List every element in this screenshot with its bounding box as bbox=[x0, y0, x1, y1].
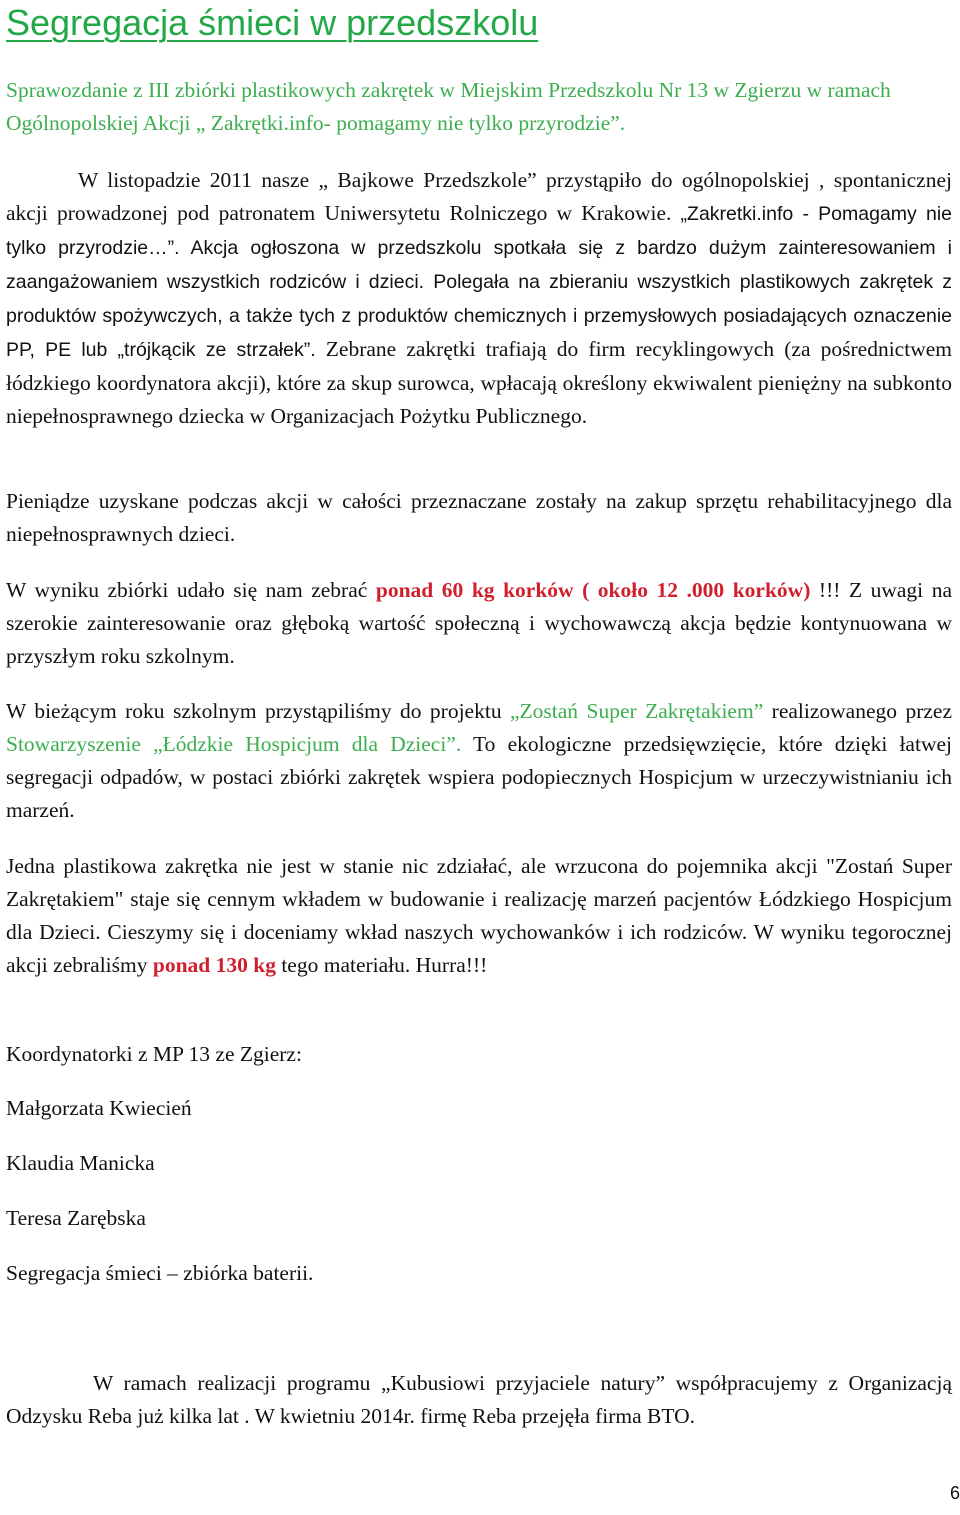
action-description: Polegała na zbieraniu wszystkich plastikowych zakrętek z produktów spożywczych, a także tych z produktów chemicznych i przemysłowych posiadających oznaczenie PP, PE lub „trójkącik ze strzałek”. bbox=[6, 271, 952, 361]
battery-heading: Segregacja śmieci – zbiórka baterii. bbox=[6, 1261, 314, 1285]
action-name: „Zakretki.info - Pomagamy nie tylko przyrodzie…” bbox=[6, 203, 953, 259]
intro-text: W listopadzie 2011 nasze „ Bajkowe Przedszkole” przystąpiło do ogólnopolskiej , spontanicznej akcji prowadzonej pod patronatem Uniwersytetu Rolniczego w Krakowie. bbox=[6, 168, 952, 225]
coordinators-heading: Koordynatorki z MP 13 ze Zgierz: bbox=[6, 1042, 302, 1066]
paragraph-money: Pieniądze uzyskane podczas akcji w całości przeznaczane zostały na zakup sprzętu rehabilitacyjnego dla niepełnosprawnych dzieci. bbox=[6, 489, 952, 546]
project-name: „Zostań Super Zakrętakiem” bbox=[510, 699, 764, 723]
impact-highlight: ponad 130 kg bbox=[152, 953, 276, 977]
paragraph-intro bbox=[6, 164, 952, 433]
action-announcement: . Akcja ogłoszona w przedszkolu spotkała się z bardzo dużym zainteresowaniem i zaangażowaniem wszystkich rodziców i dzieci. bbox=[6, 237, 952, 293]
page-title: Segregacja śmieci w przedszkolu bbox=[6, 2, 539, 43]
paragraph-reba: W ramach realizacji programu „Kubusiowi przyjaciele natury” współpracujemy z Organizacją Odzysku Reba już kilka lat . W kwietniu 2014r. firmę Reba przejęła firma BTO. bbox=[6, 1371, 952, 1428]
organization-name: Stowarzyszenie „Łódzkie Hospicjum dla Dzieci”. bbox=[6, 732, 462, 756]
paragraph-project: W bieżącym roku szkolnym przystąpiliśmy do projektu „Zostań Super Zakrętakiem” realizowanego przez Stowarzyszenie „Łódzkie Hospicjum dla Dzieci”. To ekologiczne przedsięwzięcie, które dzięki łatwej segregacji odpadów, w postaci zbiórki zakrętek wspiera podopiecznych Hospicjum w urzeczywistnianiu ich marzeń. bbox=[6, 699, 952, 822]
recycling-description: Zebrane zakrętki trafiają do firm recyklingowych (za pośrednictwem łódzkiego koordynatora akcji), które za skup surowca, wpłacają określony ekwiwalent pieniężny na subkonto niepełnosprawnego dziecka w Organizacjach Pożytku Publicznego. bbox=[6, 337, 952, 428]
coordinator-name: Małgorzata Kwiecień bbox=[6, 1096, 192, 1120]
coordinator-name: Teresa Zarębska bbox=[6, 1206, 146, 1230]
page-number: 6 bbox=[949, 1483, 960, 1503]
paragraph-impact: Jedna plastikowa zakrętka nie jest w stanie nic zdziałać, ale wrzucona do pojemnika akcji "Zostań Super Zakrętakiem" staje się cennym wkładem w budowanie i realizację marzeń pacjentów Łódzkiego Hospicjum dla Dzieci. Cieszymy się i doceniamy wkład naszych wychowanków i ich rodziców. W wyniku tegorocznej akcji zebraliśmy ponad 130 kg tego materiału. Hurra!!! bbox=[6, 854, 952, 977]
coordinator-name: Klaudia Manicka bbox=[6, 1151, 155, 1175]
result-highlight: ponad 60 kg korków ( około 12 .000 korków) bbox=[375, 578, 811, 602]
report-subtitle: Sprawozdanie z III zbiórki plastikowych zakrętek w Miejskim Przedszkolu Nr 13 w Zgierzu w ramach Ogólnopolskiej Akcji „ Zakrętki.info- pomagamy nie tylko przyrodzie”. bbox=[6, 78, 891, 135]
paragraph-result: W wyniku zbiórki udało się nam zebrać ponad 60 kg korków ( około 12 .000 korków) !!! Z uwagi na szerokie zainteresowanie oraz głęboką wartość społeczną i wychowawczą akcja będzie kontynuowana w przyszłym roku szkolnym. bbox=[6, 578, 952, 668]
